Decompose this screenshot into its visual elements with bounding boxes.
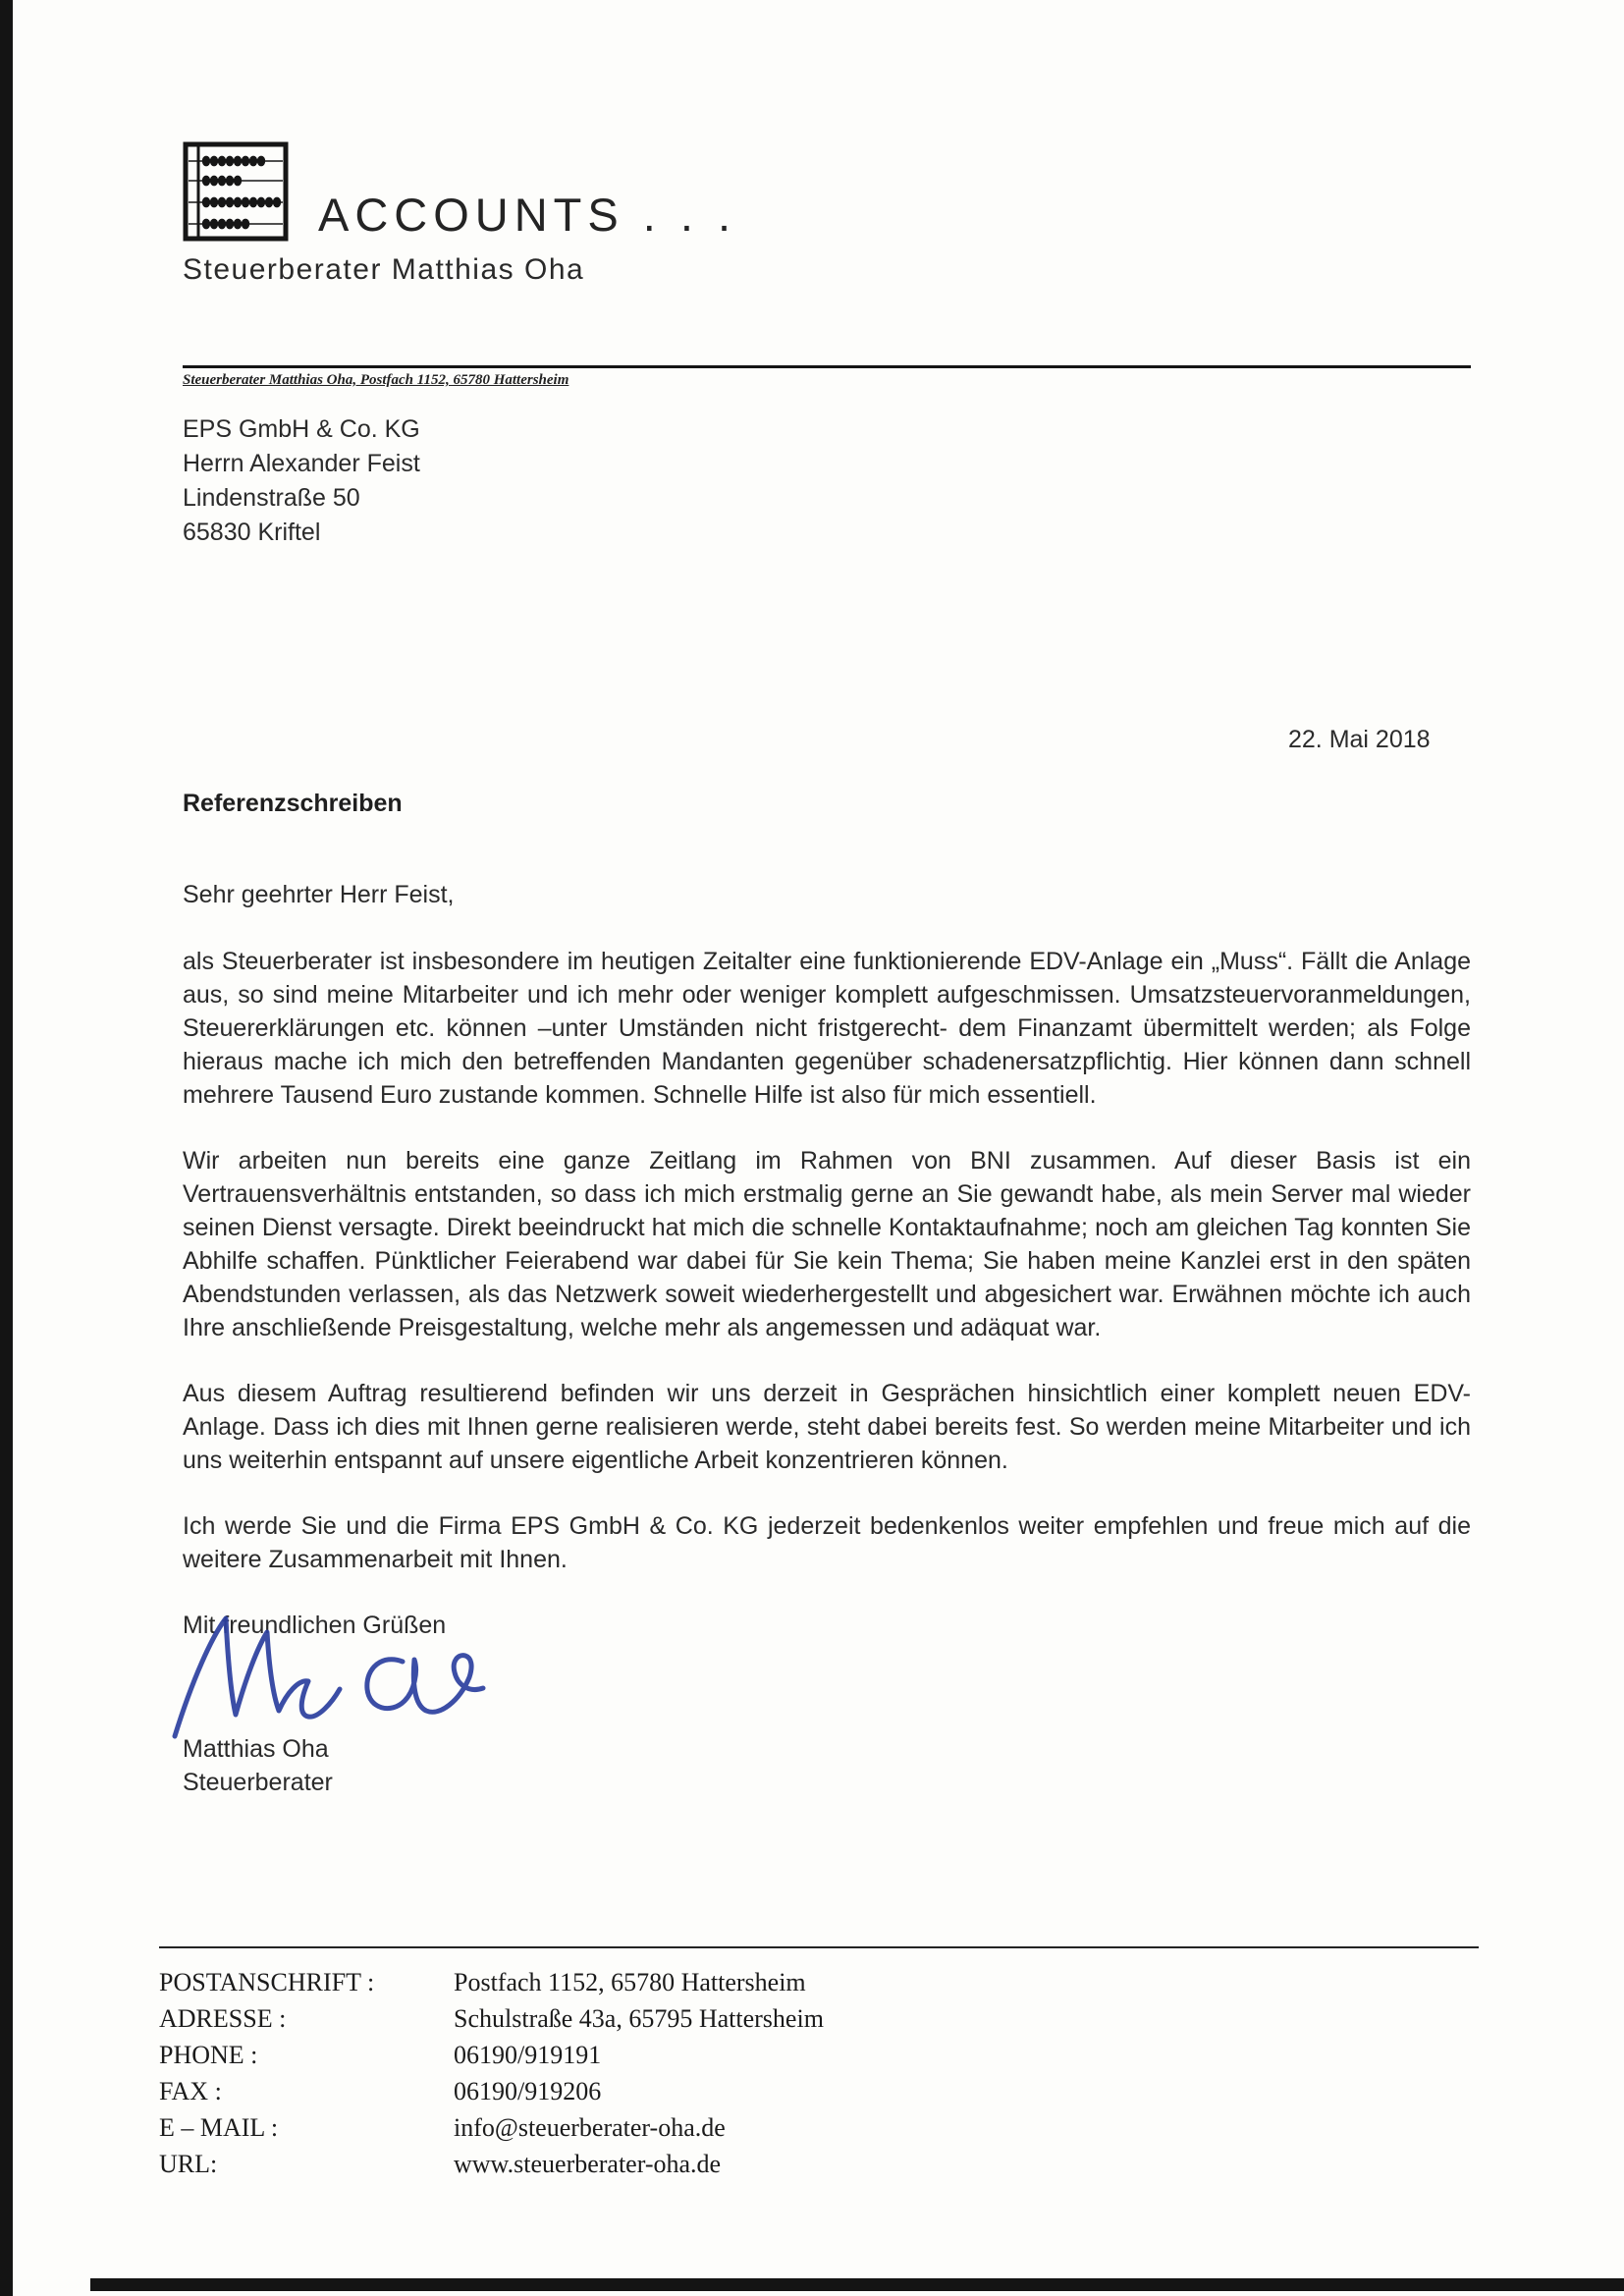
paragraph: Wir arbeiten nun bereits eine ganze Zeitlang im Rahmen von BNI zusammen. Auf dieser Basis ist ein Vertrauensverhältnis entstanden, so dass ich mich erstmalig gerne an Sie gewandt habe, als mein Server mal wieder seinen Dienst versagte. Direkt beeindruckt hat mich die schnelle Kontaktaufnahme; noch am gleichen Tag konnten Sie Abhilfe schaffen. Pünktlicher Feierabend war dabei für Sie kein Thema; Sie haben meine Kanzlei erst in den späten Abendstunden verlassen, als das Netzwerk soweit wiederhergestellt und abgesichert war. Erwähnen möchte ich auch Ihre anschließende Preisgestaltung, welche mehr als angemessen und adäquat war. <box>183 1147 1471 1341</box>
brand-subtitle: Steuerberater Matthias Oha <box>183 253 585 286</box>
footer-table <box>159 1964 1479 2182</box>
footer-row <box>159 2000 1479 2037</box>
recipient-line: 65830 Kriftel <box>183 519 321 546</box>
letter-body <box>183 878 1471 1799</box>
footer-value: 06190/919206 <box>454 2077 602 2105</box>
footer-label: FAX : <box>159 2077 222 2105</box>
footer-label: POSTANSCHRIFT : <box>159 1968 375 1996</box>
signature-block <box>183 1607 1471 1732</box>
letter-date: 22. Mai 2018 <box>1288 726 1431 753</box>
brand-wordmark: ACCOUNTS . . . <box>318 189 737 241</box>
signer-name: Matthias Oha <box>183 1735 329 1763</box>
footer-row <box>159 2109 1479 2146</box>
salutation: Sehr geehrter Herr Feist, <box>183 881 455 908</box>
paragraph: als Steuerberater ist insbesondere im heutigen Zeitalter eine funktionierende EDV-Anlage ein „Muss“. Fällt die Anlage aus, so sind meine Mitarbeiter und ich mehr oder weniger komplett aufgeschmissen. Umsatzsteuervoranmeldungen, Steuererklärungen etc. können –unter Umständen nicht fristgerecht- dem Finanzamt übermittelt werden; als Folge hieraus mache ich mich den betreffenden Mandanten gegenüber schadenersatzpflichtig. Hier können dann schnell mehrere Tausend Euro zustande kommen. Schnelle Hilfe ist also für mich essentiell. <box>183 948 1471 1109</box>
footer-row <box>159 2037 1479 2073</box>
body-paragraphs <box>183 945 1471 1576</box>
handwritten-signature <box>167 1607 511 1744</box>
scan-edge-bottom <box>90 2278 1624 2291</box>
footer-label: PHONE : <box>159 2041 258 2069</box>
footer-label: ADRESSE : <box>159 2004 287 2033</box>
footer-label: E – MAIL : <box>159 2113 279 2142</box>
paragraph: Aus diesem Auftrag resultierend befinden wir uns derzeit in Gesprächen hinsichtlich einer komplett neuen EDV-Anlage. Dass ich dies mit Ihnen gerne realisieren werde, steht dabei bereits fest. So werden meine Mitarbeiter und ich uns weiterhin entspannt auf unsere eigentliche Arbeit konzentrieren können. <box>183 1380 1471 1474</box>
footer-rule <box>159 1946 1479 1948</box>
recipient-line: Herrn Alexander Feist <box>183 450 420 477</box>
closing-line: Mit freundlichen Grüßen <box>183 1612 447 1639</box>
abacus-logo-icon <box>183 141 300 242</box>
footer-value: info@steuerberater-oha.de <box>454 2113 726 2142</box>
letterhead-rule <box>183 365 1471 368</box>
recipient-block <box>183 412 420 550</box>
scan-edge-left <box>0 0 13 2296</box>
signer-title: Steuerberater <box>183 1769 333 1796</box>
footer-value: Schulstraße 43a, 65795 Hattersheim <box>454 2004 824 2033</box>
letterhead <box>183 141 736 287</box>
footer-row <box>159 1964 1479 2000</box>
footer-value: Postfach 1152, 65780 Hattersheim <box>454 1968 806 1996</box>
recipient-line: Lindenstraße 50 <box>183 484 360 512</box>
footer-label: URL: <box>159 2150 218 2178</box>
logo-row <box>183 141 736 242</box>
footer-value: www.steuerberater-oha.de <box>454 2150 722 2178</box>
subject-line: Referenzschreiben <box>183 790 403 817</box>
recipient-line: EPS GmbH & Co. KG <box>183 415 420 443</box>
footer-row <box>159 2073 1479 2109</box>
footer-contact-block <box>159 1946 1479 2182</box>
return-address-line: Steuerberater Matthias Oha, Postfach 1152, 65780 Hattersheim <box>183 372 569 388</box>
footer-row <box>159 2146 1479 2182</box>
sender-block <box>183 365 1471 389</box>
paragraph: Ich werde Sie und die Firma EPS GmbH & Co. KG jederzeit bedenkenlos weiter empfehlen und freue mich auf die weitere Zusammenarbeit mit Ihnen. <box>183 1512 1471 1573</box>
footer-value: 06190/919191 <box>454 2041 602 2069</box>
